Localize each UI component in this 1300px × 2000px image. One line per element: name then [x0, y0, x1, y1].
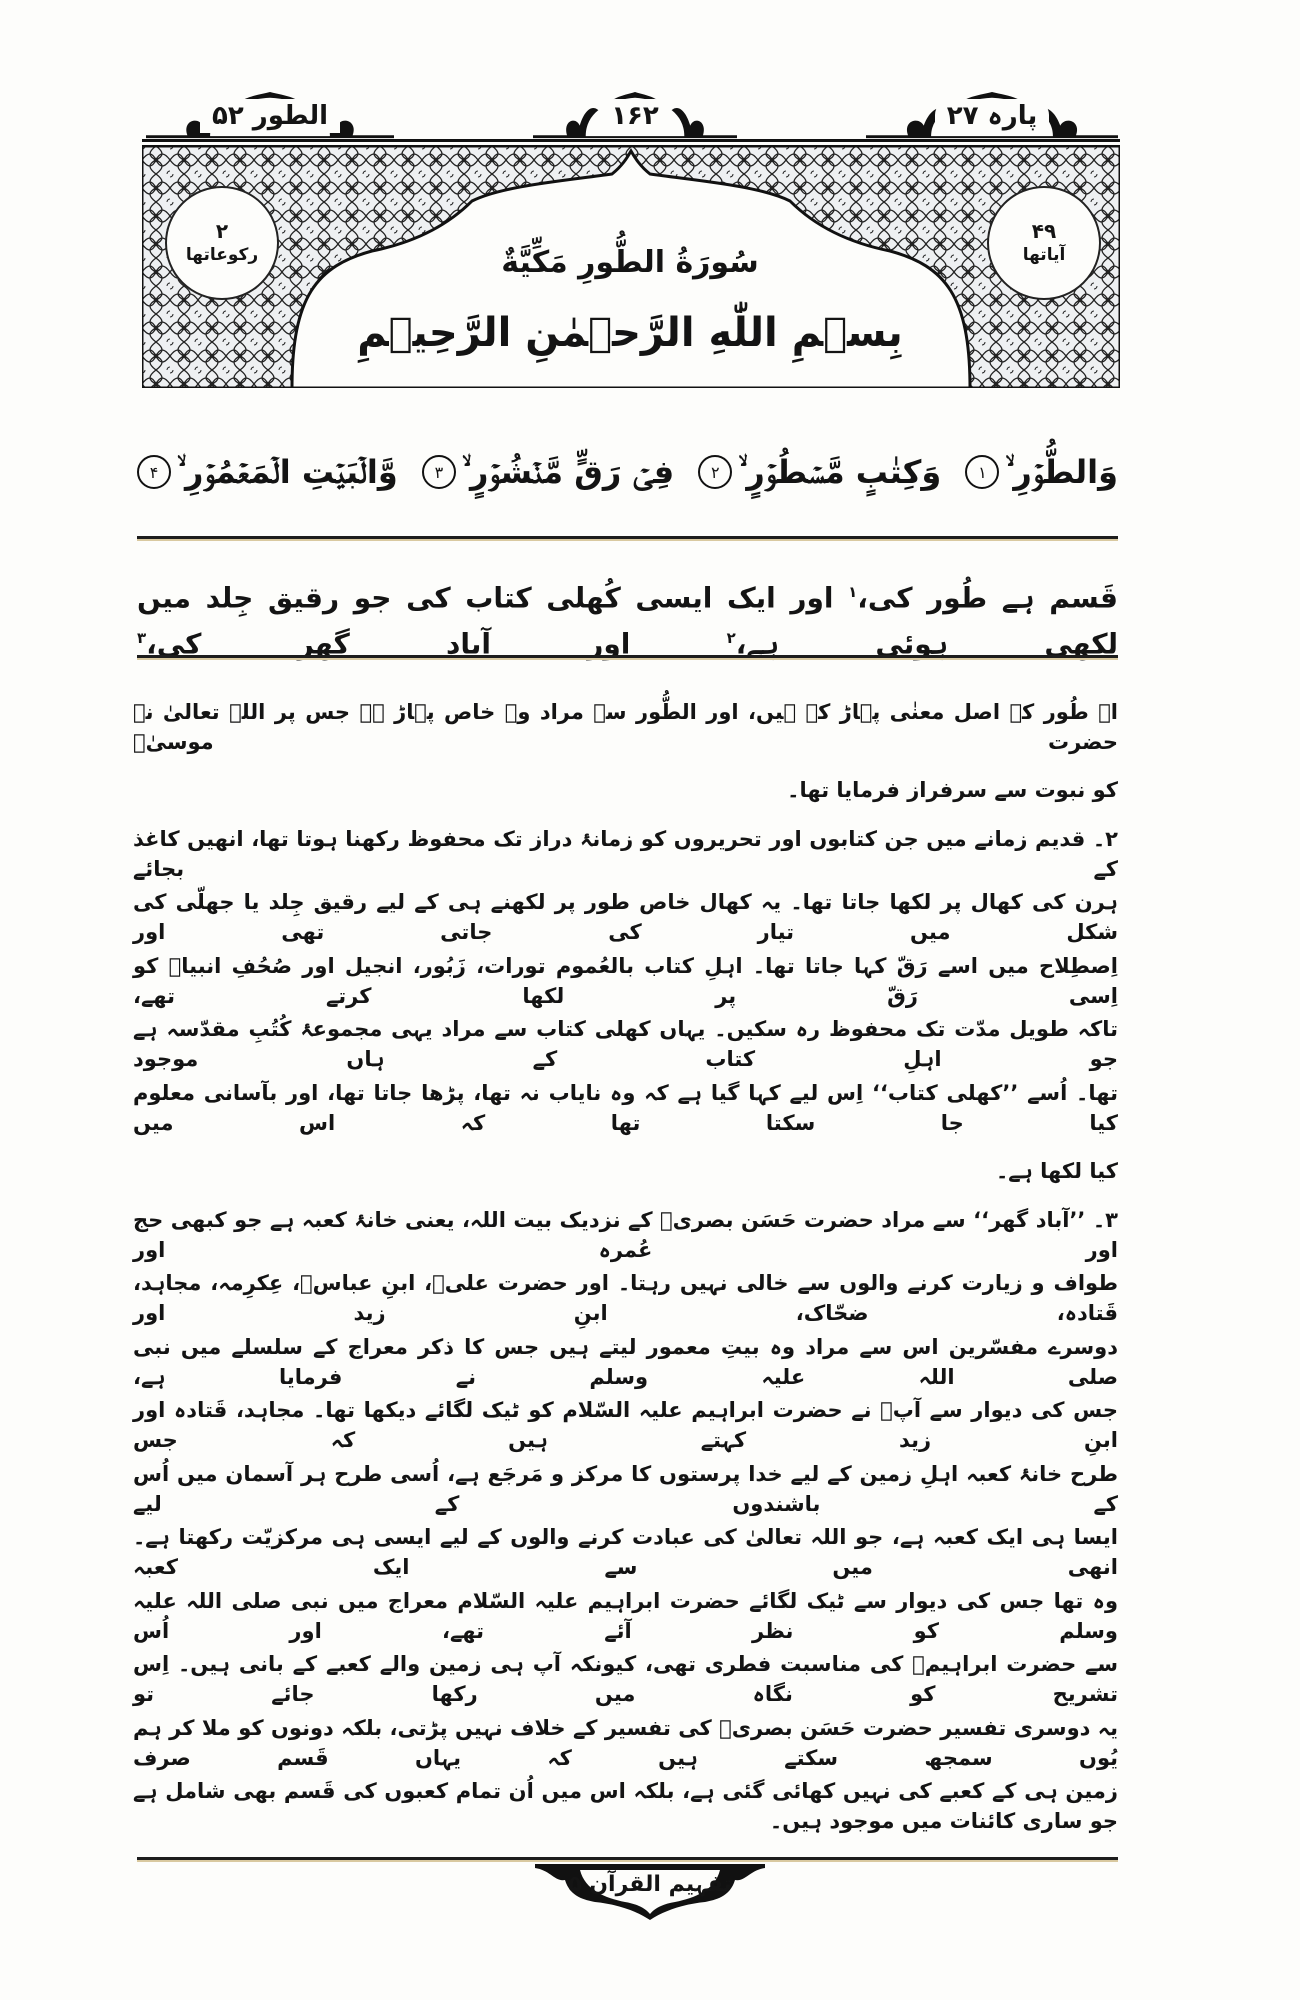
note-line: [133, 1076, 1118, 1140]
divider: [137, 655, 1118, 658]
ayat-label: آیاتها: [1022, 245, 1066, 265]
note-line-text: ۳۔ ’’آباد گھر‘‘ سے مراد حضرت حَسَن بصریؒ کے نزدیک بیت اللہ، یعنی خانۂ کعبہ ہے جو کبھی حج اور عُمرہ اور: [133, 1207, 1118, 1262]
note-line-text: سے حضرت ابراہیمؑ کی مناسبت فطری تھی، کیونکہ آپ ہی زمین والے کعبے کے بانی ہیں۔ اِس تشریح کو نگاہ میں رکھا جائے تو: [133, 1652, 1118, 1707]
note-line-text: ایسا ہی ایک کعبہ ہے، جو اللہ تعالیٰ کی عبادت کرنے والوں کے لیے ایسی ہی مرکزیّت رکھتا ہے۔ انھی میں سے ایک کعبہ: [133, 1525, 1118, 1580]
translation-part: اور آباد گھر کی،: [146, 627, 631, 661]
note-line-text: کیا لکھا ہے۔: [995, 1159, 1118, 1184]
verse: [698, 453, 941, 492]
note-line-text: دوسرے مفسّرین اس سے مراد وہ بیتِ معمور لیتے ہیں جس کا ذکر معراج کے سلسلے میں نبی صلی اللہ علیہ وسلم نے فرمایا ہے،: [133, 1334, 1118, 1389]
footnote-marker[interactable]: ۲: [726, 629, 736, 648]
footer-ornament: [535, 1862, 765, 1922]
verse-text: وَّالۡبَيۡتِ الۡمَعۡمُوۡرِ ۙ: [177, 452, 398, 491]
page-number: ۱۶۲: [599, 99, 671, 133]
book-title: تفہیم القرآن ۵: [568, 1872, 732, 1897]
ayat-medallion: [987, 186, 1101, 300]
verse: [422, 453, 674, 492]
note-line: [133, 1648, 1118, 1712]
note-line: [133, 695, 1118, 759]
commentary-notes: [133, 695, 1118, 1838]
verse-text: فِىۡ رَقٍّ مَّنۡشُوۡرٍ ۙ: [461, 452, 675, 491]
para-ornament: [866, 92, 1118, 140]
note-line-text: طواف و زیارت کرنے والوں سے خالی نہیں رہتا۔ اور حضرت علیؓ، ابنِ عباسؓ، عِکرِمہ، مجاہد، قَتادہ، ضحّاک، ابنِ زید اور: [133, 1271, 1118, 1326]
note-line-text: تاکہ طویل مدّت تک محفوظ رہ سکیں۔ یہاں کھلی کتاب سے مراد یہی مجموعۂ کُتُبِ مقدّسہ ہے جو اہلِ کتاب کے ہاں موجود: [133, 1017, 1118, 1072]
bismillah: بِسۡمِ اللّٰهِ الرَّحۡمٰنِ الرَّحِيۡمِ: [357, 310, 903, 356]
note-line-text: یہ دوسری تفسیر حضرت حَسَن بصریؒ کی تفسیر کے خلاف نہیں پڑتی، بلکہ دونوں کو ملا کر ہم یُوں سمجھ سکتے ہیں کہ یہاں قَسم صرف: [133, 1715, 1118, 1770]
arabic-verses: [137, 440, 1118, 504]
ruku-medallion: [165, 186, 279, 300]
note-line: [133, 1775, 1118, 1839]
note-line: [133, 886, 1118, 950]
footnote-marker[interactable]: ۱: [848, 583, 858, 601]
divider: [137, 536, 1118, 539]
note-line: [133, 1711, 1118, 1775]
note-line: [133, 1521, 1118, 1585]
surah-reference: الطور ۵۲: [200, 99, 340, 133]
verse-number: ۴: [137, 455, 171, 489]
note-line: [133, 1457, 1118, 1521]
note-line-text: اِصطِلاح میں اسے رَقّ کہا جاتا تھا۔ اہلِ کتاب بالعُموم تورات، زَبُور، انجیل اور صُحُفِ انبیاؑ کو اِسی رَقّ پر لکھا کرتے تھے،: [133, 953, 1118, 1008]
ruku-count: ۲: [215, 219, 229, 243]
footer-divider: [137, 1857, 1118, 1860]
verse: [137, 453, 398, 492]
note-line-text: زمین ہی کے کعبے کی نہیں کھائی گئی ہے، بلکہ اس میں اُن تمام کعبوں کی قَسم بھی شامل ہے جو ساری کائنات میں موجود ہیں۔: [133, 1779, 1118, 1834]
para-number: پارہ ۲۷: [935, 99, 1050, 133]
ayat-count: ۴۹: [1031, 219, 1057, 243]
note-line: [133, 1013, 1118, 1077]
surah-title: سُورَةُ الطُّورِ مَكِّيَّةٌ: [501, 245, 759, 280]
note-line-text: طرح خانۂ کعبہ اہلِ زمین کے لیے خدا پرستوں کا مرکز و مَرجَع ہے، اُسی طرح ہر آسمان میں اُس کے باشندوں کے لیے: [133, 1461, 1118, 1516]
note-line: [133, 822, 1118, 886]
note-line: [133, 1267, 1118, 1331]
note-line: [133, 1394, 1118, 1458]
translation-part: قَسم ہے طُور کی،: [857, 581, 1119, 615]
footnote-marker[interactable]: ۳: [137, 629, 147, 648]
verse-text: وَالطُّوۡرِ ۙ: [1005, 452, 1118, 491]
page-number-ornament: [533, 92, 737, 140]
verse-number: ۱: [965, 455, 999, 489]
translation: [137, 572, 1118, 665]
translation-part: اور ایک ایسی کُھلی کتاب کی جو رقیق جِلد میں لکھی ہوئی ہے،: [137, 581, 1119, 661]
note-line: [133, 1140, 1118, 1204]
note-line: [133, 1584, 1118, 1648]
surah-reference-ornament: [146, 92, 394, 140]
verse-text: وَكِتٰبٍ مَّسۡطُوۡرٍ ۙ: [738, 452, 942, 491]
note-line: [133, 949, 1118, 1013]
verse: [965, 453, 1118, 492]
note-line-text: تھا۔ اُسے ’’کھلی کتاب‘‘ اِس لیے کہا گیا ہے کہ وہ نایاب نہ تھا، پڑھا جاتا تھا، اور بآسانی معلوم کیا جا سکتا تھا کہ اس میں: [133, 1080, 1118, 1135]
note-line-text: ا۔ طُور کے اصل معنٰی پہاڑ کے ہیں، اور الطُّور سے مراد وہ خاص پہاڑ ہے جس پر اللہ تعالیٰ نے حضرت موسیٰؑ: [133, 699, 1118, 754]
note-line: [133, 1203, 1118, 1267]
note-line-text: جس کی دیوار سے آپؐ نے حضرت ابراہیم علیہ السّلام کو ٹیک لگائے دیکھا تھا۔ مجاہد، قَتادہ اور ابنِ زید کہتے ہیں کہ جس: [133, 1398, 1118, 1453]
note-line-text: کو نبوت سے سرفراز فرمایا تھا۔: [787, 778, 1118, 803]
note-line-text: ۲۔ قدیم زمانے میں جن کتابوں اور تحریروں کو زمانۂ دراز تک محفوظ رکھنا ہوتا تھا، انھیں کاغذ کے بجائے: [133, 826, 1118, 881]
note-line: [133, 759, 1118, 823]
note-line: [133, 1330, 1118, 1394]
note-line-text: وہ تھا جس کی دیوار سے ٹیک لگائے حضرت ابراہیم علیہ السّلام معراج میں نبی صلی اللہ علیہ وسلم کو نظر آئے تھے، اور اُس: [133, 1588, 1118, 1643]
verse-number: ۳: [422, 455, 456, 489]
verse-number: ۲: [698, 455, 732, 489]
ruku-label: رکوعاتها: [185, 245, 259, 265]
note-line-text: ہرن کی کھال پر لکھا جاتا تھا۔ یہ کھال خاص طور پر لکھنے ہی کے لیے رقیق جِلد یا جھلّی کی شکل میں تیار کی جاتی تھی اور: [133, 890, 1118, 945]
